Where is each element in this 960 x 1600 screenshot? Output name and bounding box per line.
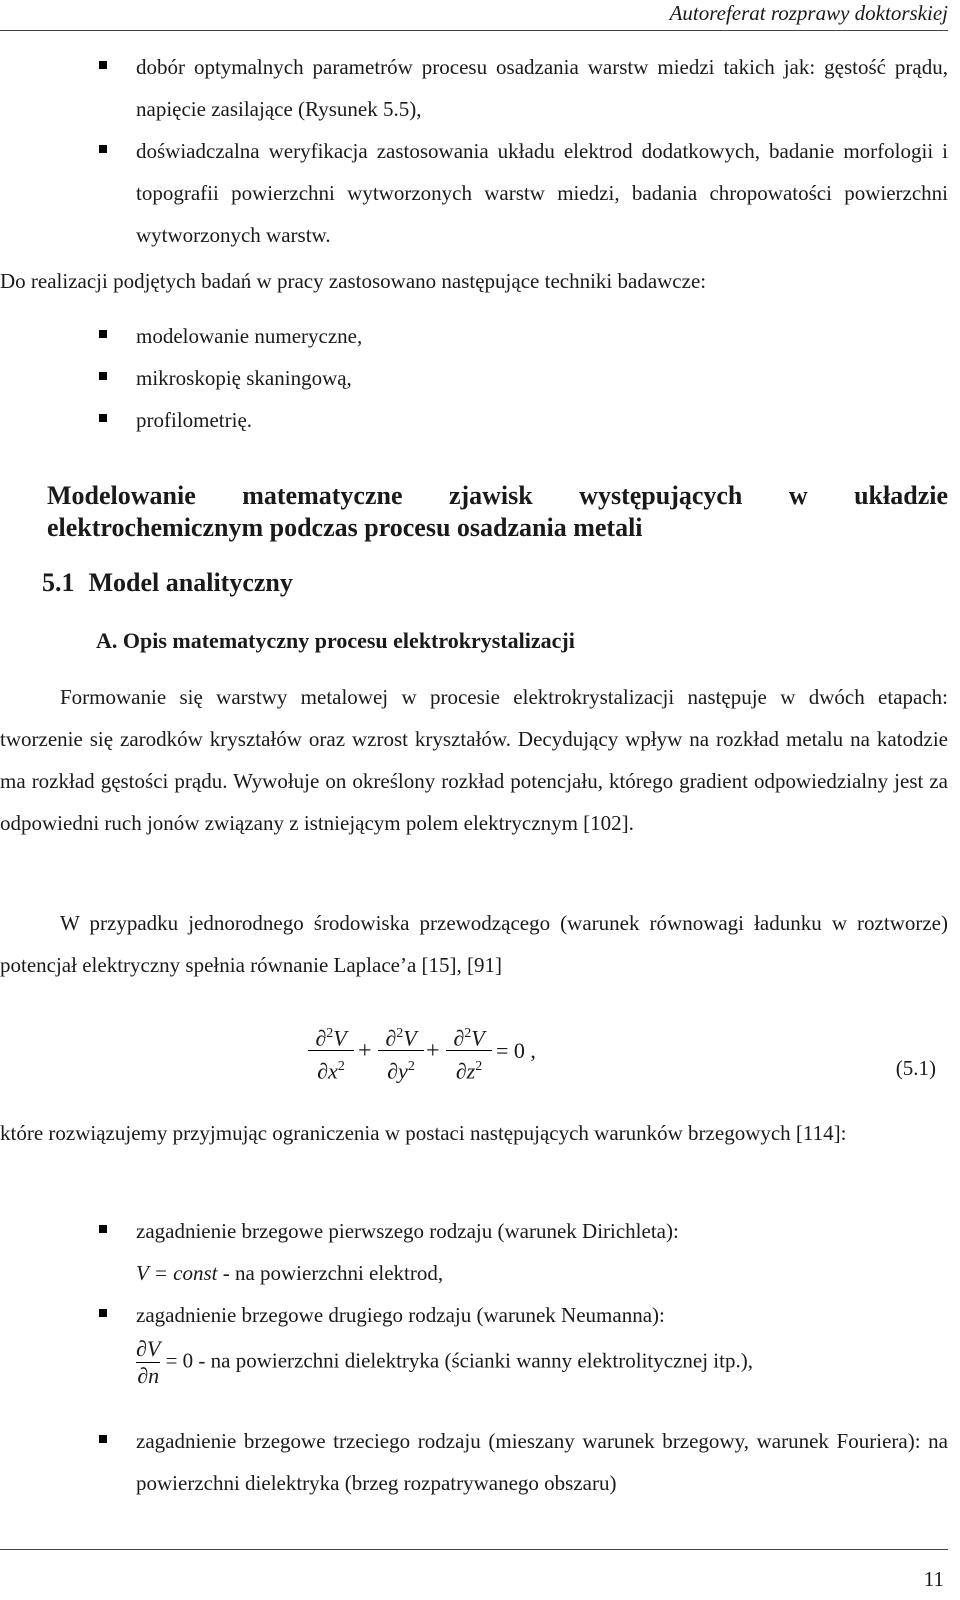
- footer-divider: [0, 1549, 948, 1550]
- neumann-fraction: $\frac{\partial V}{\partial n}$: [136, 1336, 161, 1388]
- list-item: zagadnienie brzegowe drugiego rodzaju (warunek Neumanna): $\frac{\partial V}{\partial n}$ = 0 - na powierzchni dielektryka (ścianki wanny elektrolitycznej itp.),: [0, 1294, 948, 1420]
- list-item: dobór optymalnych parametrów procesu osadzania warstw miedzi takich jak: gęstość prądu, napięcie zasilające (Rysunek 5.5),: [0, 46, 948, 130]
- page-number: 11: [923, 1567, 944, 1591]
- fraction-z: ∂$^2$V $\partial z^2$: [446, 1020, 492, 1081]
- subsection-title: Model analityczny: [88, 568, 293, 597]
- techniques-list: [0, 315, 948, 441]
- fraction-y: ∂$^2$V $\partial y^2$: [378, 1020, 424, 1081]
- equation-number: (5.1): [895, 1056, 936, 1080]
- section-number: [5, 480, 47, 512]
- square-bullet-icon: [99, 1225, 107, 1233]
- fraction-x: ∂$^2$V $\partial x^2$: [308, 1020, 354, 1081]
- list-item: modelowanie numeryczne,: [0, 315, 948, 357]
- plus-sign: +: [426, 1038, 440, 1064]
- equals-zero: = 0 ,: [496, 1038, 536, 1063]
- square-bullet-icon: [99, 145, 107, 153]
- list-item: mikroskopię skaningową,: [0, 357, 948, 399]
- square-bullet-icon: [99, 61, 107, 69]
- section-title-line2: elektrochemicznym podczas procesu osadzania metali: [47, 513, 643, 542]
- square-bullet-icon: [99, 330, 107, 338]
- subsection-heading: [42, 568, 293, 598]
- dirichlet-formula: V = const: [136, 1261, 218, 1285]
- laplace-equation: [0, 1020, 948, 1100]
- list-item: zagadnienie brzegowe trzeciego rodzaju (mieszany warunek brzegowy, warunek Fouriera): na powierzchni dielektryka (brzeg rozpatrywanego obszaru): [0, 1420, 948, 1504]
- section-heading: [5, 480, 948, 544]
- top-bullet-list: [0, 46, 948, 256]
- section-title-line1: Modelowanie matematyczne zjawisk występujących w układzie: [47, 481, 948, 510]
- body-paragraph: które rozwiązujemy przyjmując ograniczenia w postaci następujących warunków brzegowych [114]:: [0, 1121, 847, 1145]
- techniques-intro: Do realizacji podjętych badań w pracy zastosowano następujące techniki badawcze:: [0, 269, 707, 293]
- subsubsection-heading: A. Opis matematyczny procesu elektrokrystalizacji: [96, 628, 575, 653]
- list-item: zagadnienie brzegowe pierwszego rodzaju (warunek Dirichleta): V = const - na powierzchni elektrod,: [0, 1210, 948, 1294]
- subsection-number: 5.1: [42, 568, 75, 597]
- body-paragraph: Formowanie się warstwy metalowej w procesie elektrokrystalizacji następuje w dwóch etapach: tworzenie się zarodków kryształów oraz wzrost kryształów. Decydujący wpływ na rozkład metalu na katodzie ma rozkład gęstości prądu. Wywołuje on określony rozkład potencjału, którego gradient odpowiedzialny jest za odpowiedni ruch jonów związany z istniejącym polem elektrycznym [102].: [0, 685, 948, 835]
- list-item: profilometrię.: [0, 399, 948, 441]
- square-bullet-icon: [99, 372, 107, 380]
- plus-sign: +: [358, 1038, 372, 1064]
- square-bullet-icon: [99, 414, 107, 422]
- list-item: doświadczalna weryfikacja zastosowania układu elektrod dodatkowych, badanie morfologii i topografii powierzchni wytworzonych warstw miedzi, badania chropowatości powierzchni wytworzonych warstw.: [0, 130, 948, 256]
- square-bullet-icon: [99, 1435, 107, 1443]
- running-title: Autoreferat rozprawy doktorskiej: [669, 1, 948, 25]
- running-header: [0, 0, 948, 31]
- conditions-list: [0, 1210, 948, 1504]
- square-bullet-icon: [99, 1309, 107, 1317]
- body-paragraph: W przypadku jednorodnego środowiska przewodzącego (warunek równowagi ładunku w roztworze) potencjał elektryczny spełnia równanie Laplace’a [15], [91]: [0, 911, 948, 977]
